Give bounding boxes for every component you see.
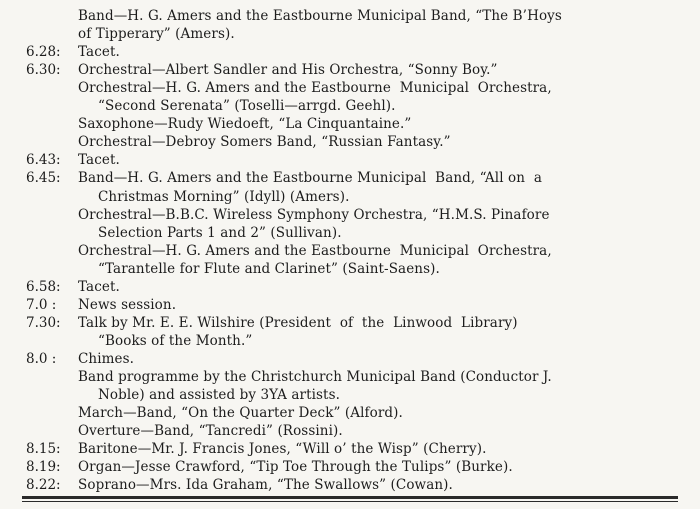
time-label: 6.45: xyxy=(26,170,61,187)
closing-rule-thin xyxy=(22,501,678,502)
programme-text: Tacet. xyxy=(78,44,120,61)
programme-text: Orchestral—Albert Sandler and His Orchestra, “Sonny Boy.” xyxy=(78,62,498,79)
programme-text: Noble) and assisted by 3YA artists. xyxy=(98,387,340,404)
programme-text: Organ—Jesse Crawford, “Tip Toe Through the Tulips” (Burke). xyxy=(78,459,513,476)
programme-text: Overture—Band, “Tancredi” (Rossini). xyxy=(78,423,343,440)
closing-rule-thick xyxy=(22,496,678,499)
time-label: 8.15: xyxy=(26,441,61,458)
programme-text: of Tipperary” (Amers). xyxy=(78,26,235,43)
programme-text: March—Band, “On the Quarter Deck” (Alford). xyxy=(78,405,403,422)
programme-text: Band—H. G. Amers and the Eastbourne Municipal Band, “All on a xyxy=(78,170,542,187)
programme-text: Band programme by the Christchurch Municipal Band (Conductor J. xyxy=(78,369,552,385)
time-label: 8.19: xyxy=(26,459,61,476)
programme-text: “Second Serenata” (Toselli—arrgd. Geehl). xyxy=(98,98,396,115)
programme-text: Christmas Morning” (Idyll) (Amers). xyxy=(98,188,350,205)
programme-text: Orchestral—H. G. Amers and the Eastbourne Municipal Orchestra, xyxy=(78,242,552,259)
programme-text: Orchestral—Debroy Somers Band, “Russian Fantasy.” xyxy=(78,134,451,151)
programme-text: “Tarantelle for Flute and Clarinet” (Saint-Saens). xyxy=(98,260,440,277)
programme-text: Tacet. xyxy=(78,278,120,295)
programme-text: Band—H. G. Amers and the Eastbourne Municipal Band, “The B’Hoys xyxy=(78,8,562,24)
programme-text: Orchestral—H. G. Amers and the Eastbourne Municipal Orchestra, xyxy=(78,80,552,97)
time-label: 7.30: xyxy=(26,314,61,331)
time-label: 6.58: xyxy=(26,278,61,295)
programme-text: Baritone—Mr. J. Francis Jones, “Will o’ the Wisp” (Cherry). xyxy=(78,441,487,458)
programme-text: Chimes. xyxy=(78,350,135,367)
programme-text: Tacet. xyxy=(78,152,120,169)
time-label: 6.43: xyxy=(26,152,61,169)
time-label: 8.0 : xyxy=(26,350,57,367)
time-label: 6.28: xyxy=(26,44,61,61)
programme-text: Soprano—Mrs. Ida Graham, “The Swallows” (Cowan). xyxy=(78,477,453,494)
programme-text: Talk by Mr. E. E. Wilshire (President of the Linwood Library) xyxy=(78,314,518,331)
programme-text: Selection Parts 1 and 2” (Sullivan). xyxy=(98,224,342,241)
time-label: 6.30: xyxy=(26,62,61,79)
programme-text: Saxophone—Rudy Wiedoeft, “La Cinquantaine.” xyxy=(78,116,412,133)
programme-text: Orchestral—B.B.C. Wireless Symphony Orchestra, “H.M.S. Pinafore xyxy=(78,206,550,223)
programme-text: News session. xyxy=(78,296,177,313)
time-label: 8.22: xyxy=(26,477,61,494)
time-label: 7.0 : xyxy=(26,296,57,313)
programme-text: “Books of the Month.” xyxy=(98,332,253,349)
